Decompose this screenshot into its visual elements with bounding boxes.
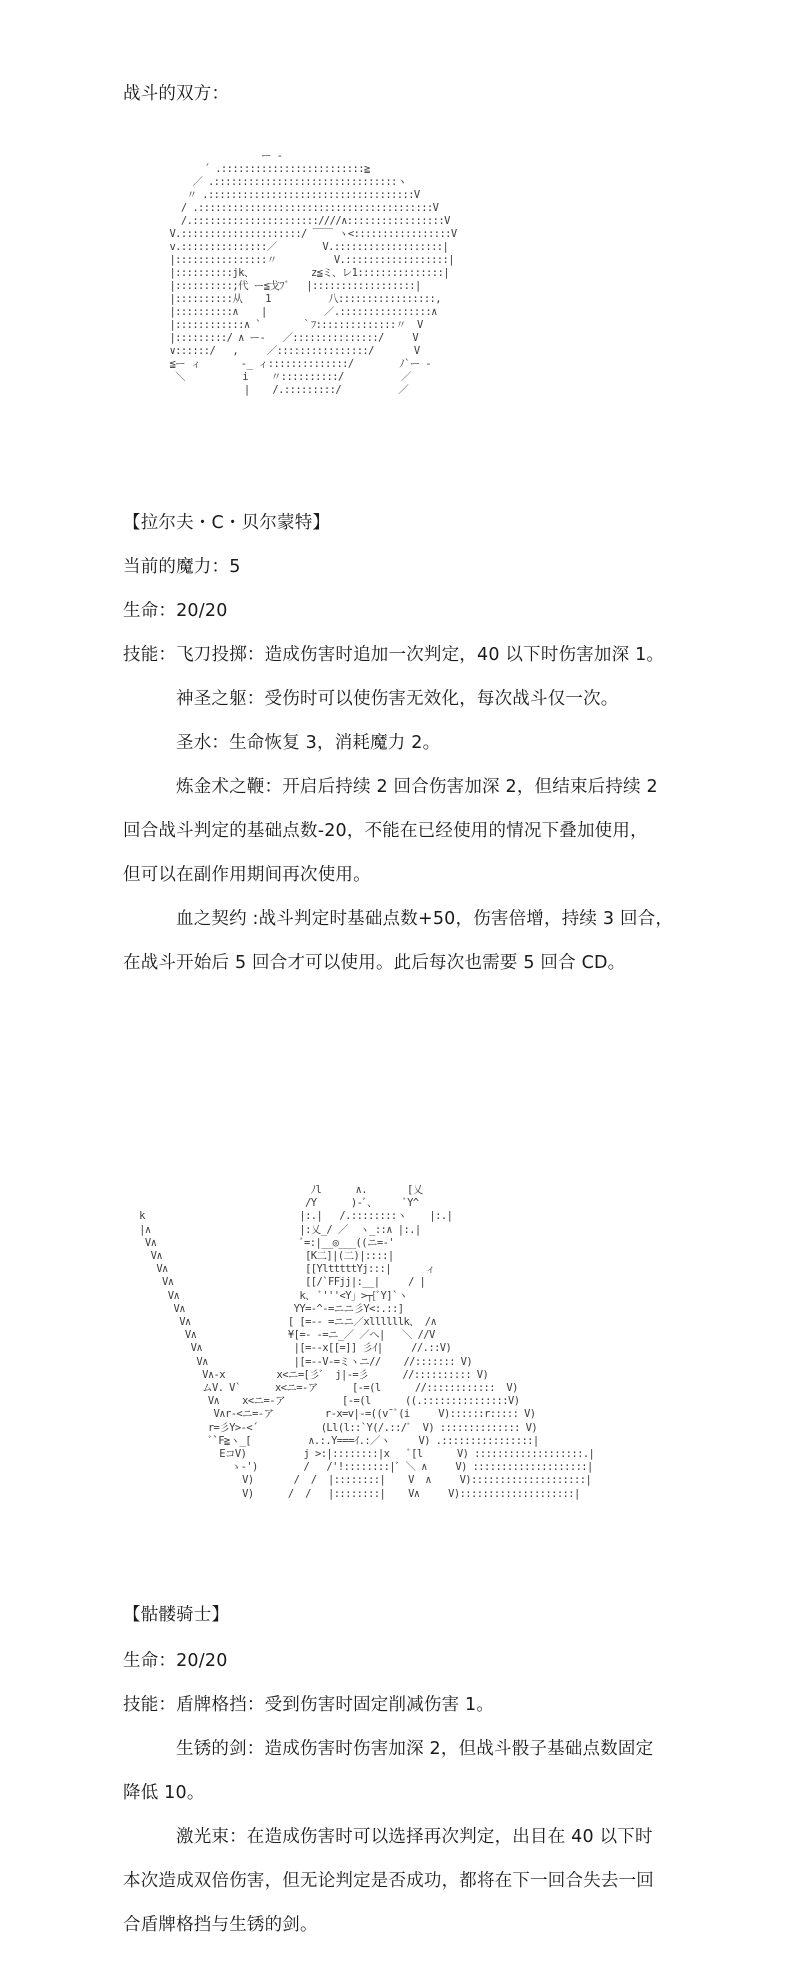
char2-skill-line: 技能：盾牌格挡：受到伤害时固定削减伤害 1。 [123, 1695, 495, 1715]
char2-skill-line: 降低 10。 [123, 1783, 205, 1803]
char1-skill-line: 圣水：生命恢复 3，消耗魔力 2。 [176, 733, 441, 753]
char2-skill-line: 合盾牌格挡与生锈的剑。 [123, 1915, 318, 1935]
char1-mana: 当前的魔力：5 [123, 557, 241, 577]
intro-heading: 战斗的双方： [123, 84, 230, 104]
char1-skill-line: 回合战斗判定的基础点数-20，不能在已经使用的情况下叠加使用， [123, 821, 648, 841]
ascii-art-character-2: ﾉl ∧. [乂 /Y )-ﾞ、 ﾞY^ k |:.| /.::::::::ヽ |:.| |∧ |:乂_/ ／ ヽ_::∧ |:.| V∧ ﾞ=:|__◎___((ニ=-' V∧ [K二]|(二)|::::| V∧ [[YltttttYj:::| ィ V∧ [[/`FFjj|:__| / | V∧ k、 ﾞ'''<Y」>┬[ﾞY]`ヽ V∧ YY=-^-=ニニ彡Y<:.::] V∧ [ [=-- =ニニ／xllllllk、 /∧ V∧ ¥[=- -=ニ_／ ／へ| ＼ //V V∧ |[=--x[[=]] 彡ｲ| //.::V) V∧ |[=--V-=ミヽニ// //::::::: V) V∧-x x<ニ=[彡ﾞ j|-=彡 //:::::::::: V) ムV. V` x<ニ=-ア [-=(l //:::::::::::: V) V∧ x<ニ=-ア [-=(l ((.:::::::::::::::V) V∧r-<ニ=-ア r-x=v|-=((v¯ﾞ(i V)::::::r::::: V) r=彡Y>-<´ (Ll(l::`Y(/.::/ﾞ V) :::::::::::::: V) ﾞ`F≧ヽ_[ ∧.:.Y===ｲ.:／ヽ V) .::::::::::::::::| EコV) j >:|::::::::|x ﾞ[l V) :::::::::::::::::::.| ゝ-') / /'!::::::::|ﾞ ＼ ∧ V) ::::::::::::::::::::| V) / / |::::::::| V ∧ V)::::::::::::::::::::| V) / / |::::::::| V∧ V)::::::::::::::::::::| [139, 1184, 595, 1500]
char1-skill-line: 神圣之躯：受伤时可以使伤害无效化，每次战斗仅一次。 [176, 689, 619, 709]
ascii-art-character-1: ー - ´ .:::::::::::::::::::::::::≧ ／ .::::::::::::::::::::::::::::::::ヽ 〃 .::::::::::::::::::::::::::::::::::::V / .:::::::::::::::::::::::::::::::::::::::::V /.::::::::::::::::::::::////∧:::::::::::::::::V V.:::::::::::::::::::::/ ￣￣ ヽ<:::::::::::::::::V v.:::::::::::::::／ V.:::::::::::::::::::| |::::::::::::::::〃 V.::::::::::::::::::| |::::::::::jk、 z≦ミ、レ1:::::::::::::::| |::::::::::;代 ー≦戈ﾌﾞ |::::::::::::::::::| |::::::::::从 1 八:::::::::::::::::, |::::::::::∧ | ／.::::::::::::::::∧ |::::::::::::∧ ` ｀ﾌ::::::::::::::〃 V |:::::::::/ ∧ ー‐ ／:::::::::::::::/ V ∨::::::/ , ／::::::::::::::::/ V ≦ー ィ ‐_ ィ::::::::::::::/ ﾉ`ー - ＼ i 〃::::::::::/ ／ | /.:::::::::/ ／ [169, 150, 457, 396]
char2-skill-line: 生锈的剑：造成伤害时伤害加深 2，但战斗骰子基础点数固定 [176, 1739, 654, 1759]
char2-skill-line: 激光束：在造成伤害时可以选择再次判定，出目在 40 以下时 [176, 1827, 653, 1847]
char1-skill-line: 在战斗开始后 5 回合才可以使用。此后每次也需要 5 回合 CD。 [123, 953, 626, 973]
char1-name: 【拉尔夫・C・贝尔蒙特】 [123, 513, 331, 533]
char2-hp: 生命：20/20 [123, 1651, 228, 1671]
char1-skill-line: 技能：飞刀投掷：造成伤害时追加一次判定，40 以下时伤害加深 1。 [123, 645, 665, 665]
char2-skill-line: 本次造成双倍伤害，但无论判定是否成功，都将在下一回合失去一回 [123, 1871, 654, 1891]
char1-skill-line: 炼金术之鞭：开启后持续 2 回合伤害加深 2，但结束后持续 2 [176, 777, 658, 797]
char2-name: 【骷髅骑士】 [123, 1605, 230, 1625]
char1-skill-line: 但可以在副作用期间再次使用。 [123, 865, 371, 885]
char1-skill-line: 血之契约 :战斗判定时基础点数+50，伤害倍增，持续 3 回合， [176, 909, 674, 929]
char1-hp: 生命：20/20 [123, 601, 228, 621]
